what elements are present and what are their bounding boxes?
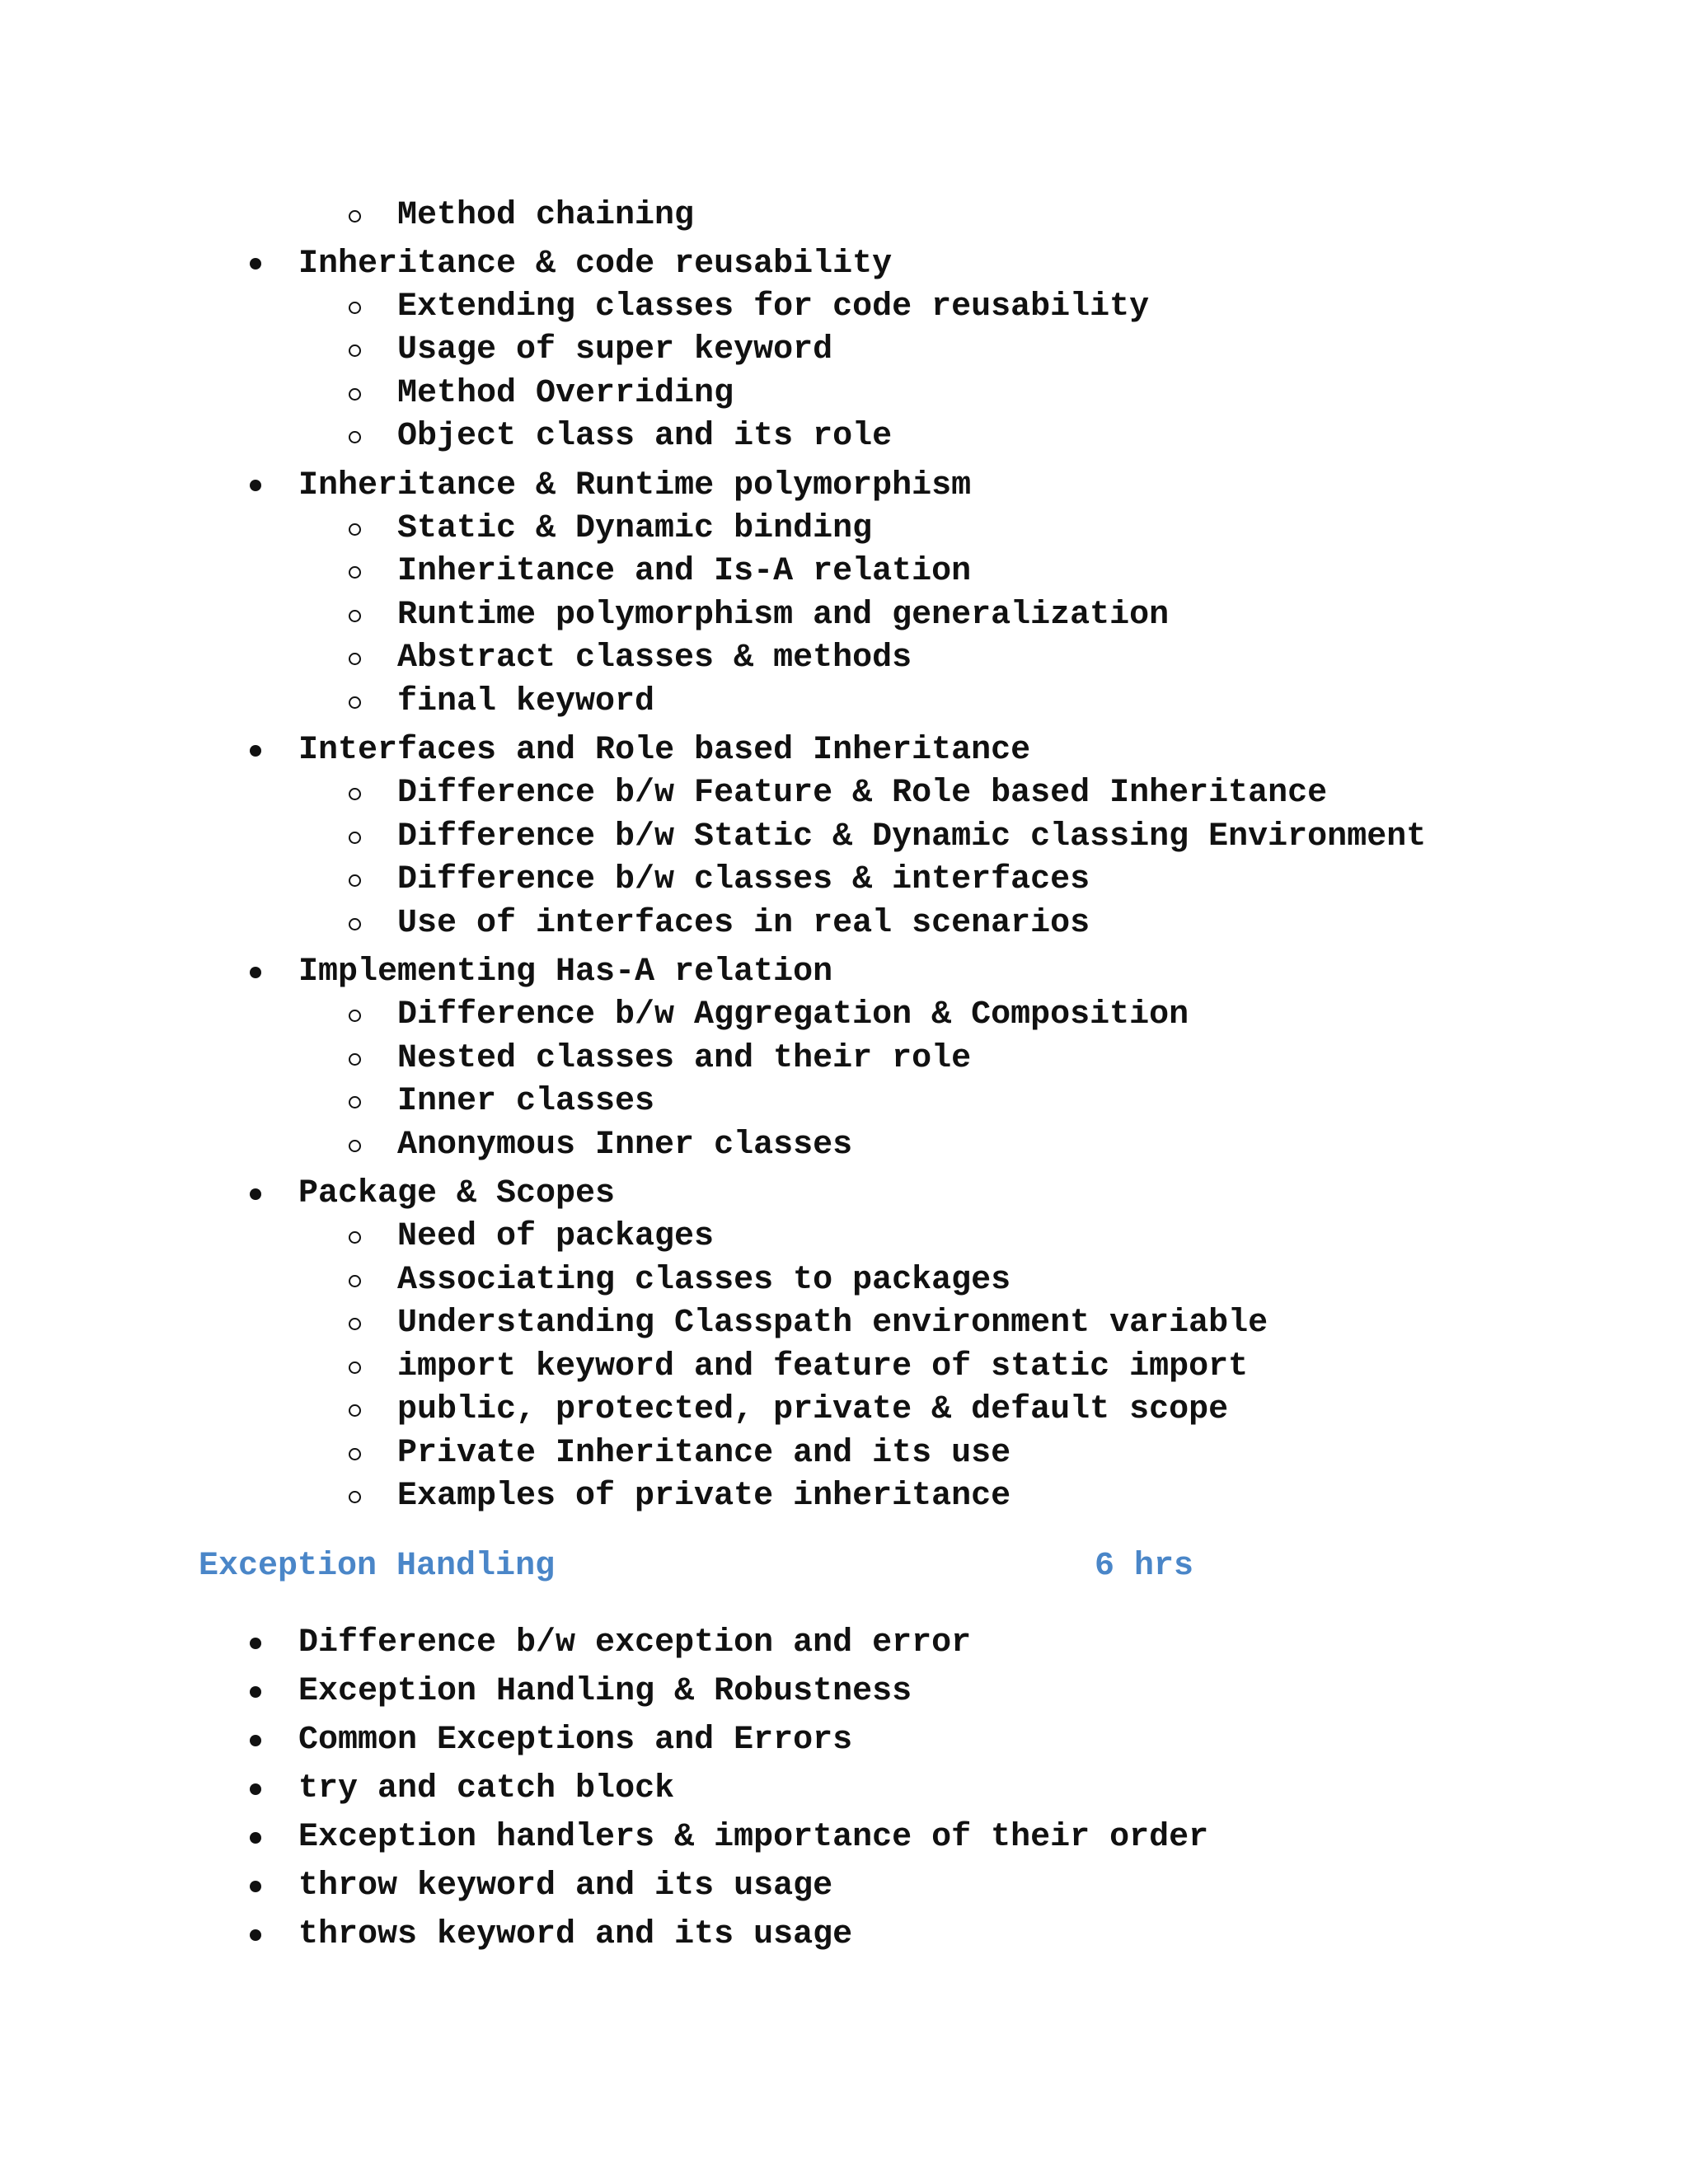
sub-bullet-marker [349,918,361,930]
sub-item: Difference b/w classes & interfaces [397,861,1090,898]
section-title: Inheritance & code reusability [298,246,893,283]
sub-item: Difference b/w Aggregation & Composition [397,996,1189,1033]
sub-item: Inner classes [397,1083,655,1120]
sub-item: Associating classes to packages [397,1262,1011,1299]
sub-item: Anonymous Inner classes [397,1127,853,1164]
sub-item: import keyword and feature of static import [397,1348,1249,1385]
sub-bullet-marker [349,1275,361,1287]
sub-item: final keyword [397,683,655,720]
sub-bullet-marker [349,1361,361,1374]
section-title: Package & Scopes [298,1175,616,1212]
bullet-marker [250,1735,261,1746]
sub-item: Runtime polymorphism and generalization [397,597,1170,634]
sub-item: Abstract classes & methods [397,640,912,677]
list-item: Exception handlers & importance of their order [298,1819,1209,1856]
bullet-marker [250,1881,261,1892]
section-title: Implementing Has-A relation [298,954,833,991]
sub-bullet-marker [349,1448,361,1460]
bullet-marker [250,1188,261,1200]
sub-bullet-marker [349,788,361,800]
bullet-marker [250,1686,261,1698]
sub-bullet-marker [349,523,361,536]
bullet-marker [250,967,261,978]
sub-bullet-marker [349,696,361,709]
sub-item: Difference b/w Static & Dynamic classing Environment [397,818,1427,855]
sub-item: Nested classes and their role [397,1040,972,1077]
sub-item: Need of packages [397,1218,715,1255]
sub-item: Difference b/w Feature & Role based Inheritance [397,775,1328,812]
bullet-marker [250,1638,261,1649]
list-item: throw keyword and its usage [298,1868,833,1905]
sub-bullet-marker [349,1231,361,1244]
section-title: Inheritance & Runtime polymorphism [298,467,972,504]
sub-bullet-marker [349,431,361,443]
bullet-marker [250,480,261,491]
bullet-marker [250,1832,261,1844]
list-item: Exception Handling & Robustness [298,1673,912,1710]
sub-bullet-marker [349,302,361,314]
section-title: Interfaces and Role based Inheritance [298,732,1031,769]
sub-bullet-marker [349,1404,361,1417]
sub-bullet-marker [349,1053,361,1066]
sub-item: Extending classes for code reusability [397,288,1150,326]
sub-bullet-marker [349,566,361,579]
sub-bullet-marker [349,1491,361,1503]
sub-item: Private Inheritance and its use [397,1435,1011,1472]
list-item: try and catch block [298,1770,675,1807]
sub-item: Static & Dynamic binding [397,510,873,547]
bullet-marker [250,1783,261,1795]
list-item: throws keyword and its usage [298,1916,853,1953]
sub-bullet-marker [349,388,361,401]
sub-bullet-marker [349,610,361,622]
sub-item: Inheritance and Is-A relation [397,553,972,590]
sub-bullet-marker [349,832,361,844]
sub-bullet-marker [349,1318,361,1330]
sub-item: public, protected, private & default scope [397,1391,1229,1428]
sub-bullet-marker [349,1096,361,1108]
sub-bullet-marker [349,1010,361,1022]
sub-bullet-marker [349,1140,361,1152]
bullet-marker [250,258,261,269]
sub-item: Usage of super keyword [397,331,833,368]
sub-bullet-marker [349,344,361,357]
sub-item: Examples of private inheritance [397,1478,1011,1515]
sub-bullet-marker [349,653,361,665]
list-item: Difference b/w exception and error [298,1624,972,1661]
section-heading: Exception Handling [199,1548,556,1585]
sub-item: Method Overriding [397,375,734,412]
list-item: Common Exceptions and Errors [298,1722,853,1759]
sub-item: Method chaining [397,197,695,234]
sub-bullet-marker [349,874,361,887]
section-duration: 6 hrs [1095,1548,1194,1585]
sub-item: Use of interfaces in real scenarios [397,905,1090,942]
sub-item: Object class and its role [397,418,893,455]
sub-bullet-marker [349,210,361,223]
bullet-marker [250,745,261,757]
sub-item: Understanding Classpath environment variable [397,1305,1268,1342]
bullet-marker [250,1929,261,1941]
